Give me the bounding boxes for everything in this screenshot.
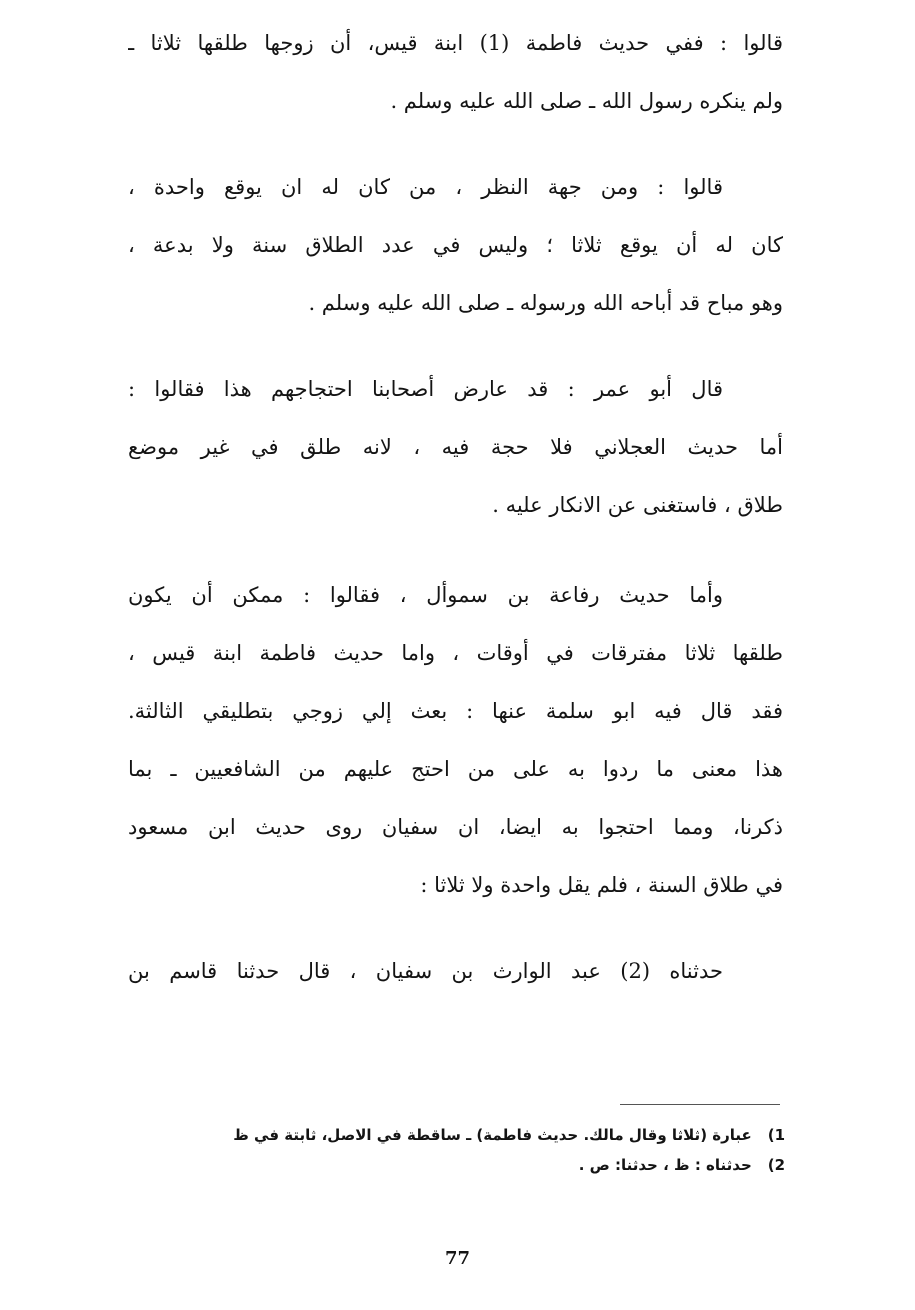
text-line: كان له أن يوقع ثلاثا ؛ وليس في عدد الطلاق سنة ولا بدعة ،	[128, 233, 783, 257]
text-line: ولم ينكره رسول الله ـ صلى الله عليه وسلم .	[390, 89, 783, 113]
footnote-1	[140, 1120, 785, 1150]
paragraph-1	[128, 14, 783, 130]
paragraph-5	[128, 942, 783, 1000]
footnote-number: 2)	[767, 1156, 785, 1174]
text-line: هذا معنى ما ردوا به على من احتج عليهم من الشافعيين ـ بما	[128, 757, 783, 781]
text-line: وأما حديث رفاعة بن سموأل ، فقالوا : ممكن أن يكون	[128, 583, 723, 607]
footnote-number: 1)	[767, 1126, 785, 1144]
text-line: قالوا : ففي حديث فاطمة (1) ابنة قيس، أن زوجها طلقها ثلاثا ـ	[128, 31, 783, 55]
paragraph-gap	[128, 914, 783, 942]
footnote-text: عبارة (ثلاثا وقال مالك. حديث فاطمة) ـ ساقطة في الاصل، ثابتة في ظ	[233, 1126, 752, 1144]
paragraph-2	[128, 158, 783, 332]
footnote-2	[140, 1150, 785, 1180]
paragraph-gap	[128, 130, 783, 158]
text-line: فقد قال فيه ابو سلمة عنها : بعث إلي زوجي بتطليقي الثالثة.	[128, 699, 783, 723]
text-line: طلاق ، فاستغنى عن الانكار عليه .	[492, 493, 783, 517]
footnote-text: حدثناه : ظ ، حدثنا: ص .	[578, 1156, 752, 1174]
paragraph-4	[128, 566, 783, 914]
main-text	[128, 14, 783, 1000]
text-line: في طلاق السنة ، فلم يقل واحدة ولا ثلاثا :	[420, 873, 783, 897]
text-line: حدثناه (2) عبد الوارث بن سفيان ، قال حدثنا قاسم بن	[128, 959, 723, 983]
paragraph-gap	[128, 534, 783, 566]
footnotes	[140, 1120, 785, 1180]
text-line: أما حديث العجلاني فلا حجة فيه ، لانه طلق في غير موضع	[128, 435, 783, 459]
paragraph-3	[128, 360, 783, 534]
text-line: قال أبو عمر : قد عارض أصحابنا احتجاجهم هذا فقالوا :	[128, 377, 723, 401]
paragraph-gap	[128, 332, 783, 360]
page-number: 77	[444, 1248, 471, 1269]
footnote-divider	[620, 1104, 780, 1105]
text-line: وهو مباح قد أباحه الله ورسوله ـ صلى الله عليه وسلم .	[308, 291, 783, 315]
text-line: ذكرنا، ومما احتجوا به ايضا، ان سفيان روى حديث ابن مسعود	[128, 815, 783, 839]
text-line: قالوا : ومن جهة النظر ، من كان له ان يوقع واحدة ،	[128, 175, 723, 199]
text-line: طلقها ثلاثا مفترقات في أوقات ، واما حديث فاطمة ابنة قيس ،	[128, 641, 783, 665]
